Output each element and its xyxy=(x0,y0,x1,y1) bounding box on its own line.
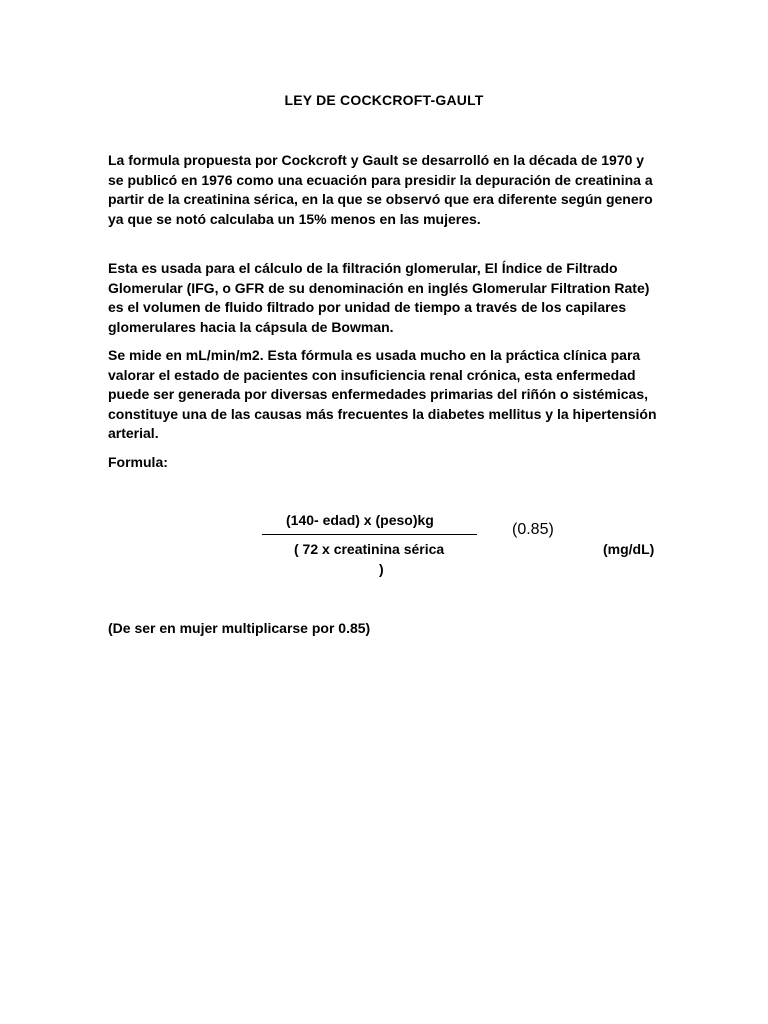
formula-units: (mg/dL) xyxy=(603,541,655,557)
fraction-bar xyxy=(262,534,477,535)
female-correction-note: (De ser en mujer multiplicarse por 0.85) xyxy=(108,620,371,636)
document-title: LEY DE COCKCROFT-GAULT xyxy=(284,92,484,108)
formula-factor: (0.85) xyxy=(512,521,554,538)
formula-denominator: ( 72 x creatinina sérica xyxy=(294,541,445,557)
formula-heading: Formula: xyxy=(108,454,168,470)
paragraph-gfr-definition: Esta es usada para el cálculo de la filtración glomerular, El Índice de Filtrado Glomerular (IFG, o GFR de su denominación en inglés Glomerular Filtration Rate) es el volumen de fluido filtrado por unidad de tiempo a través de los capilares glomerulares hacia la cápsula de Bowman. xyxy=(108,260,650,335)
formula-numerator: (140- edad) x (peso)kg xyxy=(286,512,434,528)
paragraph-clinical-use: Se mide en mL/min/m2. Esta fórmula es usada mucho en la práctica clínica para valorar el estado de pacientes con insuficiencia renal crónica, esta enfermedad puede ser generada por diversas enfermedades primarias del riñón o sistémicas, constituye una de las causas más frecuentes la diabetes mellitus y la hipertensión arterial. xyxy=(108,347,657,441)
formula-denominator-close: ) xyxy=(379,561,384,577)
paragraph-intro: La formula propuesta por Cockcroft y Gault se desarrolló en la década de 1970 y se publicó en 1976 como una ecuación para presidir la depuración de creatinina a partir de la creatinina sérica, en la que se observó que era diferente según genero ya que se notó calculaba un 15% menos en las mujeres. xyxy=(108,152,653,227)
